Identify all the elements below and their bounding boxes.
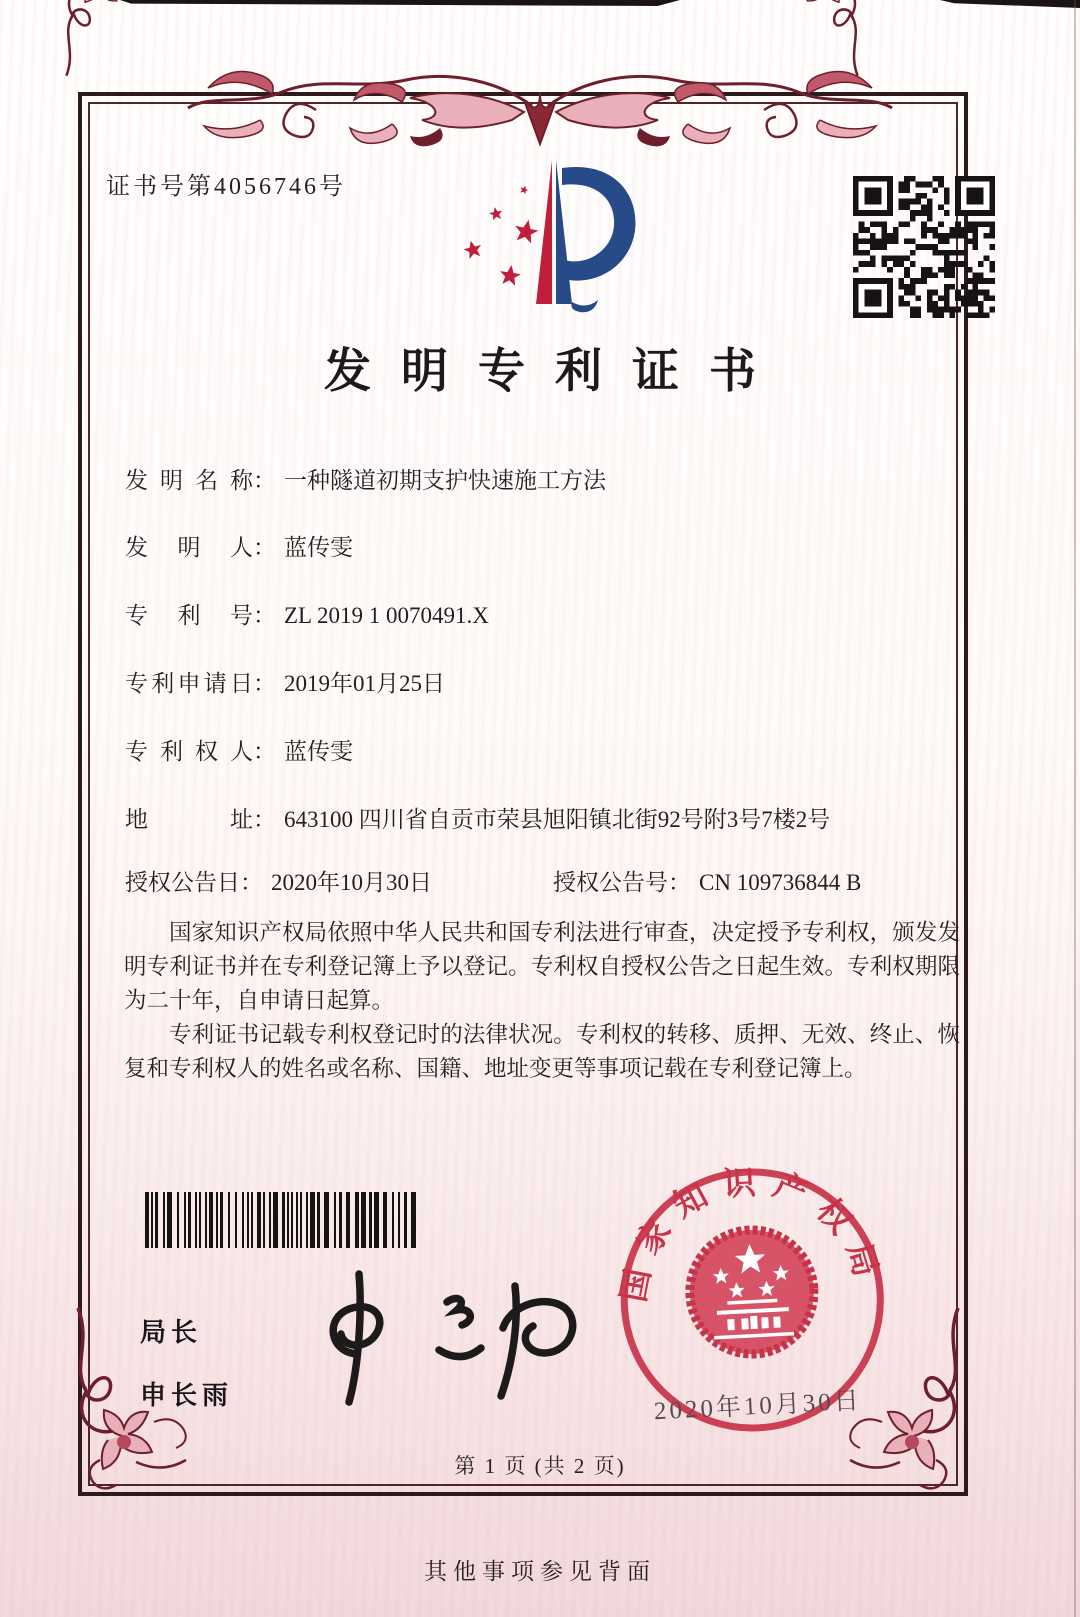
field-value: 2019年01月25日 (284, 671, 445, 696)
scan-artifact (120, 0, 680, 6)
legal-paragraph-2: 专利证书记载专利权登记时的法律状况。专利权的转移、质押、无效、终止、恢复和专利权人的姓名或名称、国籍、地址变更等事项记载在专利登记簿上。 (124, 1022, 960, 1081)
seal-date: 2020年10月30日 (653, 1387, 863, 1426)
field-label: 专利号 (125, 603, 253, 628)
cnipa-logo-icon (436, 152, 651, 327)
colon: ： (253, 535, 276, 560)
scan-artifact (940, 0, 1080, 8)
national-emblem (687, 1227, 817, 1357)
barcode (145, 1192, 423, 1253)
director-title: 局长 (140, 1318, 203, 1347)
director-block (140, 1312, 233, 1438)
grant-row (125, 864, 965, 897)
colon: ： (253, 739, 276, 764)
field-patentee (125, 733, 353, 766)
colon: ： (240, 870, 263, 895)
grant-date-label: 授权公告日 (125, 870, 240, 895)
certificate-number: 证书号第4056746号 (106, 174, 346, 200)
official-seal-icon (605, 1145, 900, 1444)
legal-paragraph-1: 国家知识产权局依照中华人民共和国专利法进行审查，决定授予专利权，颁发发明专利证书并在专利登记簿上予以登记。专利权自授权公告之日起生效。专利权期限为二十年，自申请日起算。 (124, 920, 960, 1013)
back-side-note: 其他事项参见背面 (424, 1559, 656, 1584)
colon: ： (253, 468, 276, 493)
field-value: 蓝传雯 (284, 535, 353, 560)
grant-no-label: 授权公告号 (553, 870, 668, 895)
scan-edge-shadow (1074, 0, 1076, 1617)
colon: ： (253, 807, 276, 832)
qr-code-icon (853, 176, 995, 323)
ornament-corner-top-right (757, 0, 872, 80)
field-label: 发明名称 (125, 468, 253, 493)
legal-text (124, 916, 960, 1086)
field-label: 地址 (125, 807, 253, 832)
grant-date-value: 2020年10月30日 (271, 870, 432, 895)
field-value: 蓝传雯 (284, 739, 353, 764)
colon: ： (253, 671, 276, 696)
field-patent-number (125, 597, 489, 630)
field-label: 专利权人 (125, 739, 253, 764)
colon: ： (253, 603, 276, 628)
certificate-title: 发明专利证书 (324, 346, 786, 398)
field-value: ZL 2019 1 0070491.X (284, 603, 489, 628)
field-value: 643100 四川省自贡市荣县旭阳镇北街92号附3号7楼2号 (284, 807, 831, 832)
field-value: 一种隧道初期支护快速施工方法 (284, 468, 606, 493)
field-label: 专利申请日 (125, 671, 253, 696)
field-inventor (125, 529, 353, 562)
ornament-corner-top-left (52, 0, 167, 80)
director-name: 申长雨 (140, 1381, 234, 1410)
grant-no-value: CN 109736844 B (699, 870, 862, 895)
field-application-date (125, 665, 445, 698)
director-signature-icon (295, 1258, 585, 1418)
field-invention-name (125, 462, 606, 495)
seal-ring-text: 国家知识产权局 (616, 1165, 888, 1305)
colon: ： (668, 870, 691, 895)
field-address (125, 801, 830, 834)
field-label: 发明人 (125, 535, 253, 560)
page-number: 第 1 页 (共 2 页) (454, 1454, 626, 1478)
